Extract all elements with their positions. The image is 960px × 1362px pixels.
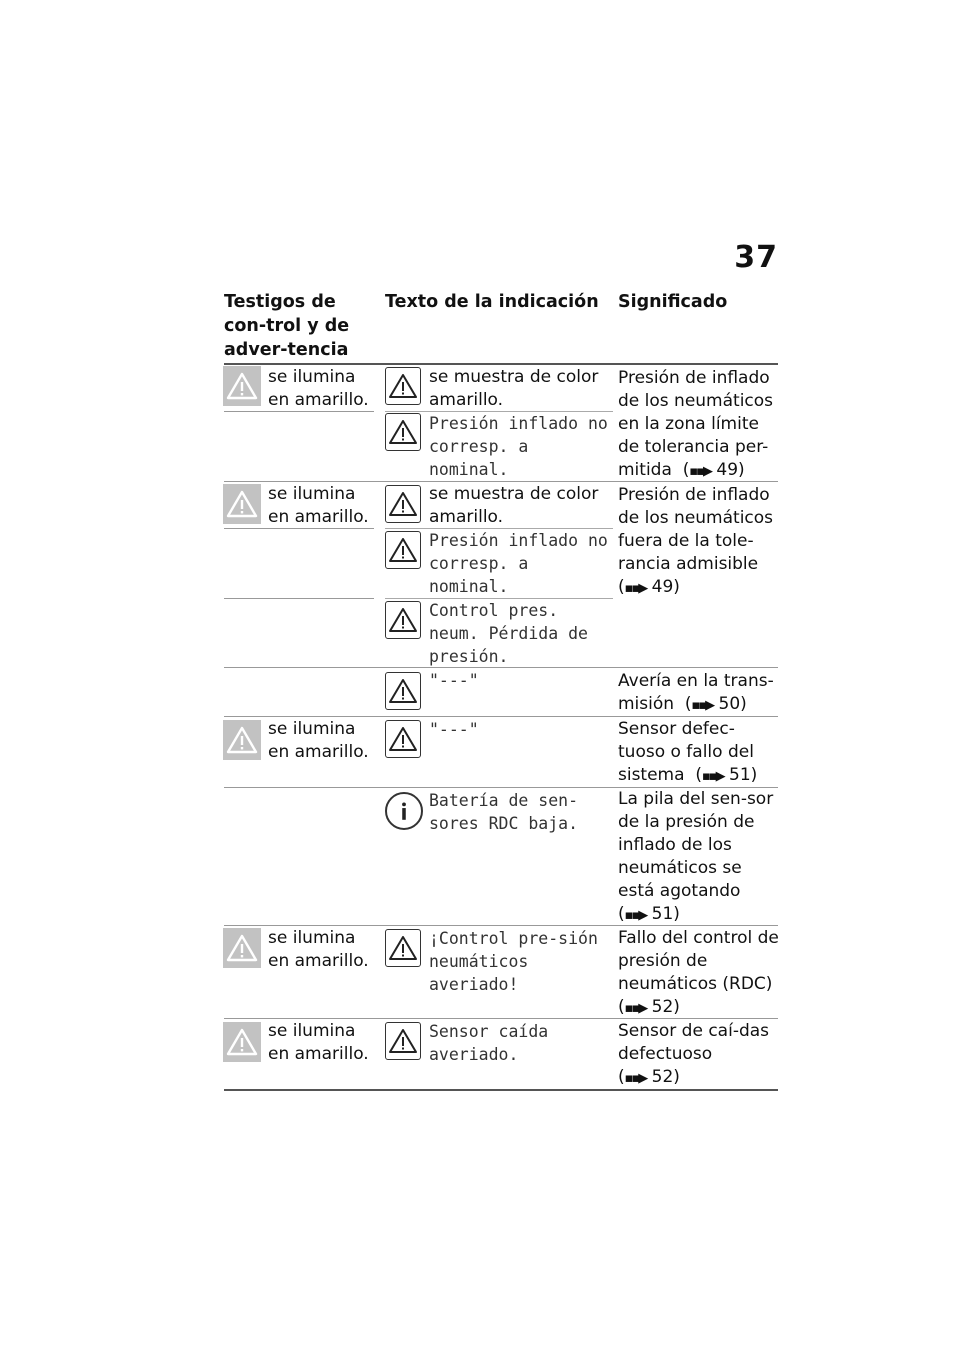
display-text: Control pres. neum. Pérdida de presión. (429, 601, 588, 666)
table-top-rule (224, 363, 778, 365)
row-subrule (224, 411, 374, 412)
warning-triangle-icon (223, 928, 261, 968)
display-text: Presión inflado no corresp. a nominal. (429, 414, 608, 479)
warning-triangle-icon (385, 531, 421, 569)
display-text: se muestra de color amarillo. (429, 484, 599, 527)
warning-triangle-icon (385, 1022, 421, 1060)
warning-triangle-icon (223, 366, 261, 406)
reference-page: 52) (651, 997, 680, 1017)
warning-triangle-icon (223, 1022, 261, 1062)
display-text: "---" (429, 671, 479, 690)
row-divider (224, 481, 778, 482)
display-text: Sensor caída averiado. (429, 1022, 549, 1064)
lamp-text: se ilumina en amarillo. (268, 719, 369, 762)
reference-page: 52) (651, 1067, 680, 1087)
display-text: "---" (429, 720, 479, 739)
table-bottom-rule (224, 1089, 778, 1091)
display-text: ¡Control pre-sión neumáticos averiado! (429, 929, 598, 994)
header-display-text: Texto de la indicación (385, 292, 599, 312)
reference-page: 49) (651, 577, 680, 597)
meaning-text (618, 484, 780, 600)
reference-arrow-icon: ▪▪▶ (691, 698, 714, 713)
meaning: Sensor de caí-das defectuoso (618, 1021, 770, 1064)
meaning: Sensor defec-tuoso o fallo del sistema (618, 719, 754, 785)
reference-arrow-icon: ▪▪▶ (624, 1071, 647, 1086)
display-text: Batería de sen-sores RDC baja. (429, 791, 579, 833)
reference-page: 51) (729, 765, 758, 785)
info-icon (385, 792, 423, 830)
row-divider (224, 667, 778, 668)
warning-triangle-icon (385, 672, 421, 710)
warning-triangle-icon (223, 720, 261, 760)
meaning-text (618, 718, 780, 788)
reference-arrow-icon: ▪▪▶ (624, 1001, 647, 1016)
display-text: se muestra de color amarillo. (429, 367, 599, 410)
warning-triangle-icon (385, 601, 421, 639)
warning-triangle-icon (385, 367, 421, 405)
lamp-text: se ilumina en amarillo. (268, 484, 369, 527)
meaning-text (618, 1020, 780, 1090)
page-reference: (▪▪▶ 50) (679, 694, 746, 714)
reference-arrow-icon: ▪▪▶ (624, 581, 647, 596)
meaning-text (618, 927, 780, 1020)
meaning: Presión de inflado de los neumáticos fuera de la tole-rancia admisible (618, 485, 774, 574)
meaning-text (618, 367, 780, 483)
reference-page: 51) (651, 904, 680, 924)
warning-triangle-icon (223, 484, 261, 524)
warning-triangle-icon (385, 720, 421, 758)
meaning-text (618, 788, 780, 927)
page-number: 37 (734, 240, 778, 275)
page-reference: (▪▪▶ 49) (618, 577, 680, 597)
page-reference: (▪▪▶ 52) (618, 1067, 680, 1087)
row-divider (224, 1018, 778, 1019)
reference-arrow-icon: ▪▪▶ (702, 769, 724, 784)
page-reference: (▪▪▶ 49) (677, 460, 744, 480)
warning-triangle-icon (385, 929, 421, 967)
reference-page: 50) (718, 694, 747, 714)
warning-triangle-icon (385, 485, 421, 523)
meaning: Avería en la trans-misión (618, 671, 774, 714)
row-subrule (224, 528, 374, 529)
page-reference: (▪▪▶ 52) (618, 997, 680, 1017)
header-warning-lights: Testigos de con-trol y de adver-tencia (224, 292, 350, 360)
row-divider (224, 716, 778, 717)
page-reference: (▪▪▶ 51) (618, 904, 680, 924)
lamp-text: se ilumina en amarillo. (268, 1021, 369, 1064)
meaning: Presión de inflado de los neumáticos en la zona límite de tolerancia per-mitida (618, 368, 774, 480)
meaning-text (618, 670, 780, 717)
reference-page: 49) (716, 460, 745, 480)
row-subrule (224, 598, 374, 599)
display-text: Presión inflado no corresp. a nominal. (429, 531, 608, 596)
lamp-text: se ilumina en amarillo. (268, 367, 369, 410)
lamp-text: se ilumina en amarillo. (268, 928, 369, 971)
header-meaning: Significado (618, 292, 728, 312)
reference-arrow-icon: ▪▪▶ (689, 464, 711, 479)
page-reference: (▪▪▶ 51) (690, 765, 757, 785)
warning-triangle-icon (385, 413, 421, 451)
meaning: La pila del sen-sor de la presión de inflado de los neumáticos se está agotando (618, 789, 774, 901)
row-divider (224, 925, 778, 926)
reference-arrow-icon: ▪▪▶ (624, 908, 647, 923)
meaning: Fallo del control de presión de neumáticos (RDC) (618, 928, 779, 994)
